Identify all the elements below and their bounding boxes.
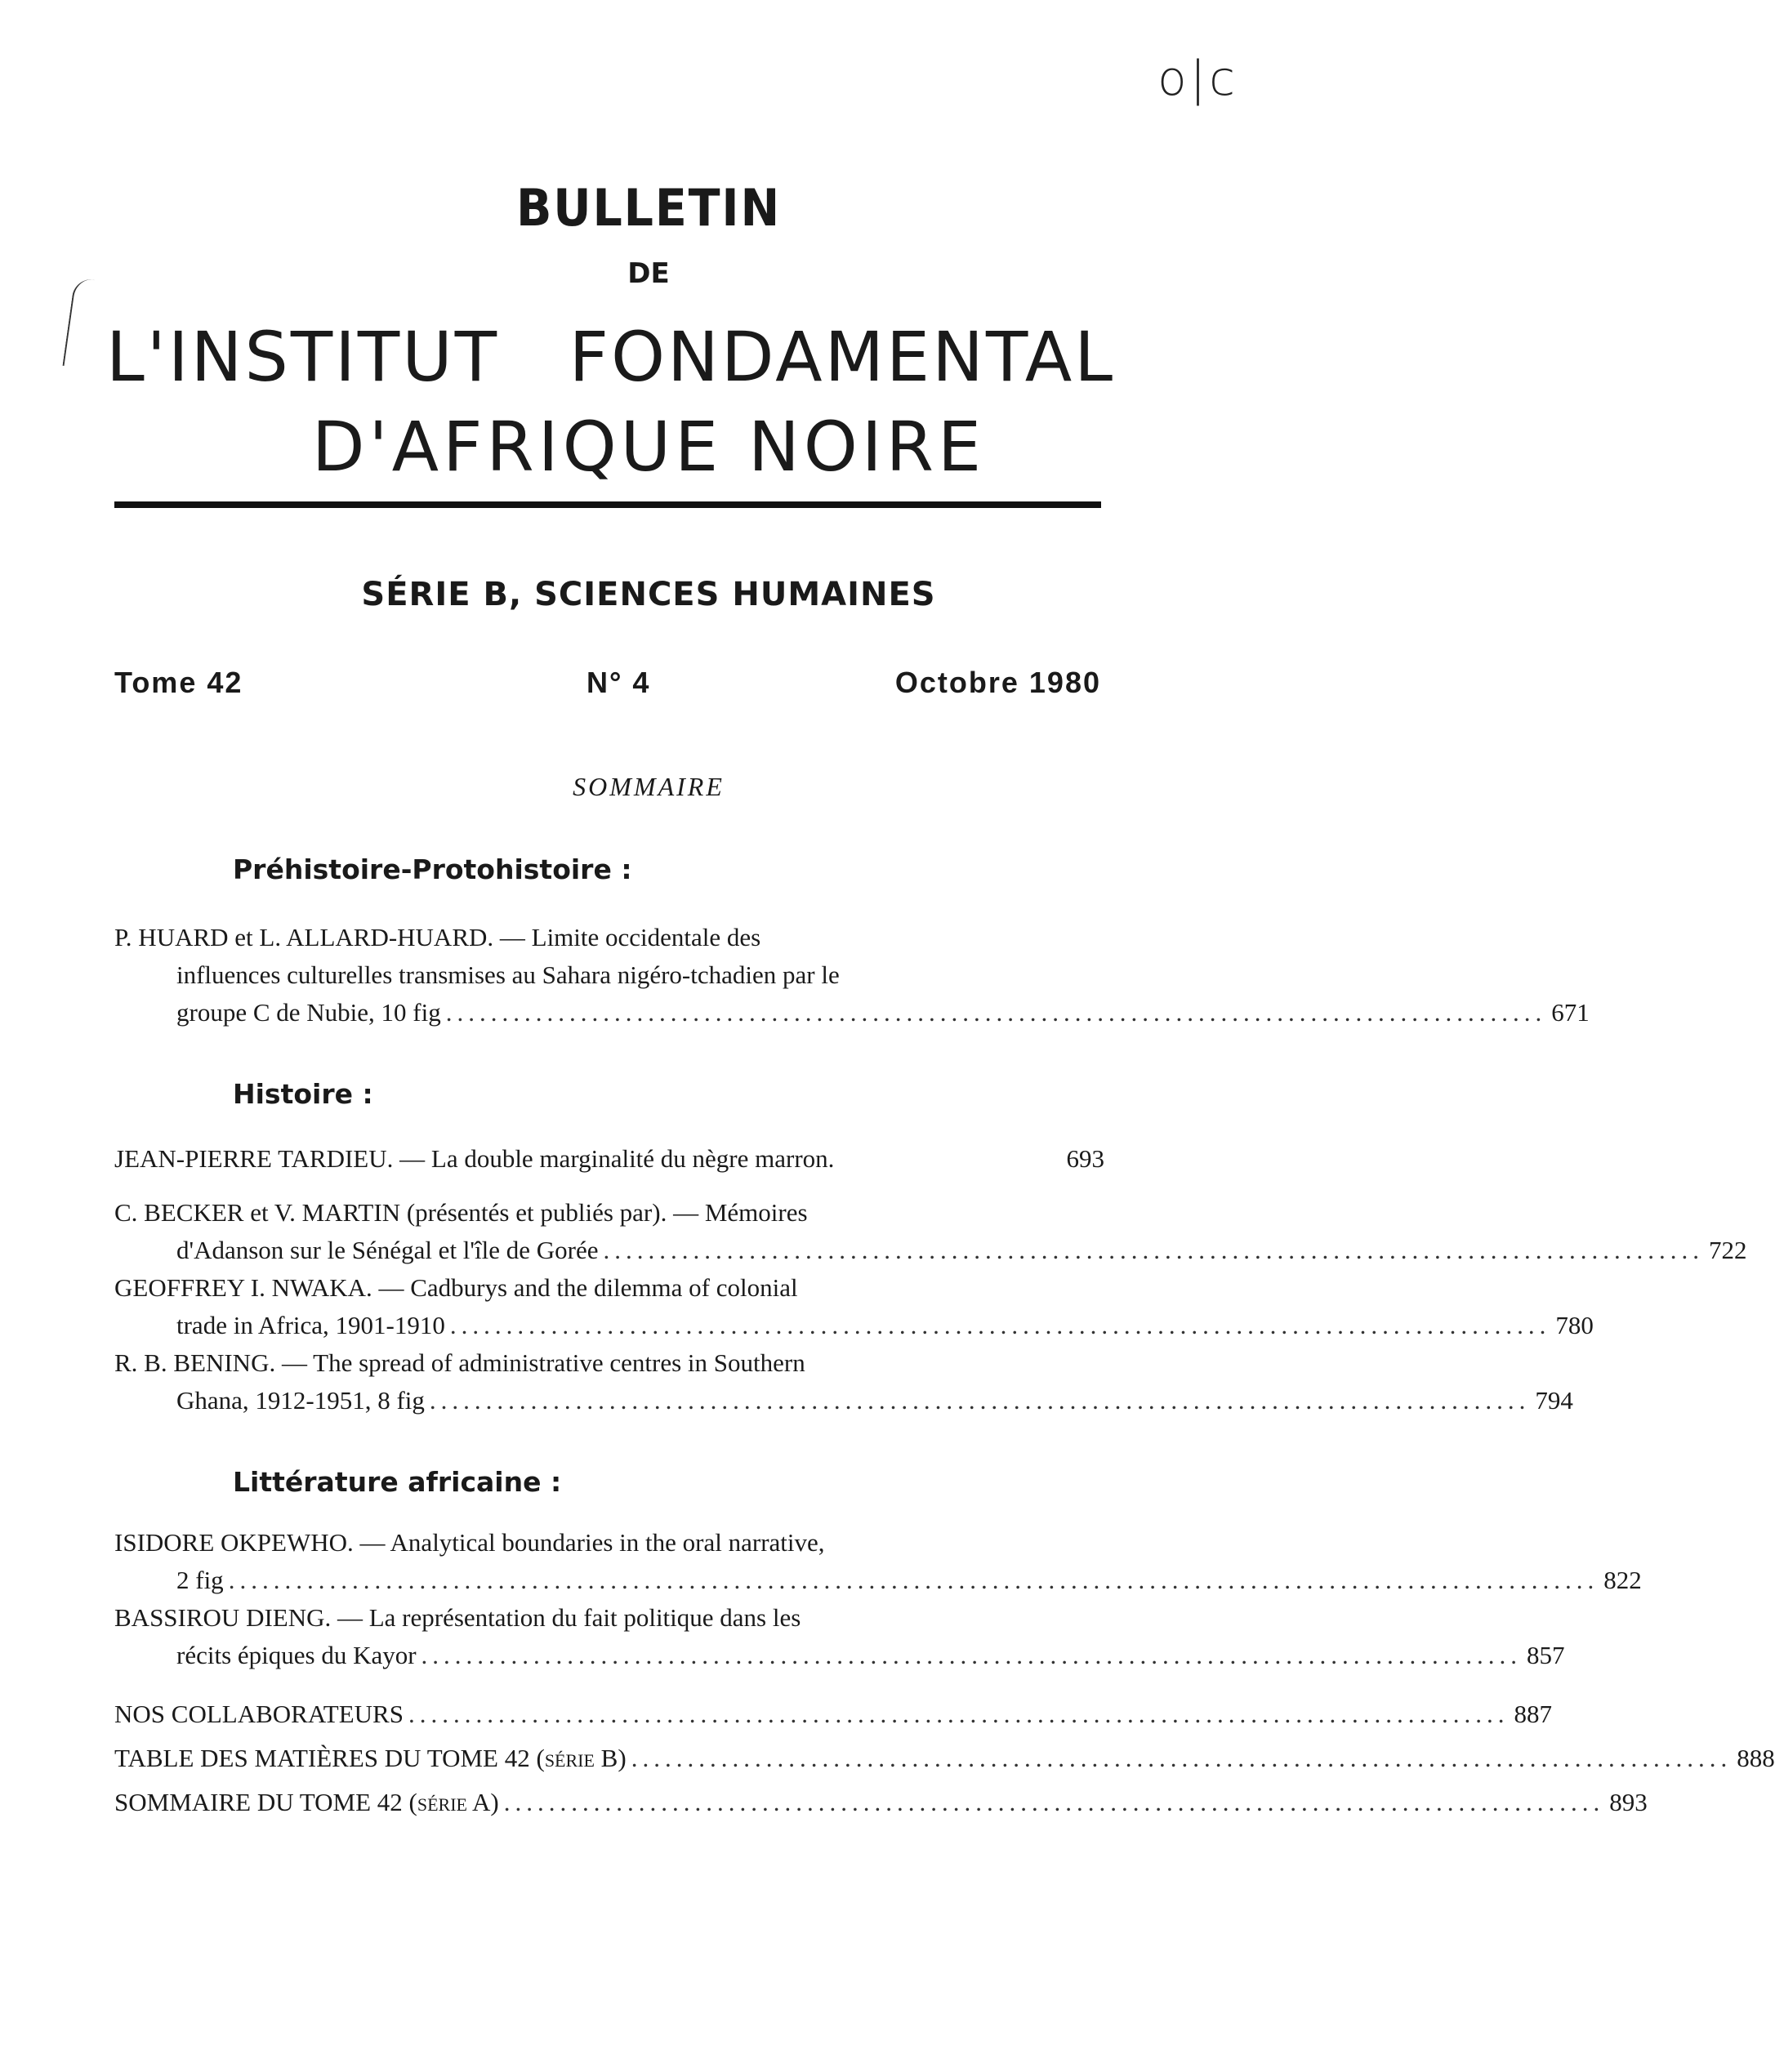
title-institut-right: FONDAMENTAL (569, 317, 1115, 397)
toc-entry-text: influences culturelles transmises au Sahara nigéro-tchadien par le (176, 960, 840, 989)
section-heading-litterature: Littérature africaine : (233, 1466, 562, 1498)
toc-entry-text: 2 fig (176, 1566, 224, 1594)
toc-entry-text: groupe C de Nubie, 10 fig (176, 998, 441, 1027)
toc-entry-text: SOMMAIRE DU TOME 42 (série A) (114, 1788, 499, 1816)
dot-leader: .................................................................................................. (631, 1744, 1733, 1772)
toc-entry (114, 1599, 1565, 1674)
title-institut (106, 317, 1115, 397)
toc-entry-last-line (114, 1232, 1747, 1269)
toc-entry-last-line (114, 1740, 1775, 1777)
section-heading-histoire: Histoire : (233, 1078, 373, 1110)
toc-entry-last-line (114, 1637, 1565, 1674)
toc-entry-text: TABLE DES MATIÈRES DU TOME 42 (série B) (114, 1744, 627, 1772)
title-institut-left: L'INSTITUT (106, 317, 500, 397)
toc-entry-text: C. BECKER et V. MARTIN (présentés et publiés par). — Mémoires (114, 1198, 808, 1227)
toc-entry (114, 1194, 1747, 1269)
toc-entry-collaborateurs (114, 1695, 1552, 1733)
handwritten-note: o|c (1157, 51, 1238, 106)
dot-leader: .................................................................................................. (445, 998, 1547, 1027)
toc-entry-text: BASSIROU DIENG. — La représentation du fait politique dans les (114, 1603, 801, 1632)
toc-page-number: 822 (1603, 1566, 1642, 1594)
title-bulletin: BULLETIN (515, 178, 782, 238)
toc-entry-last-line (114, 1784, 1648, 1821)
dot-leader: .................................................................................................. (503, 1788, 1605, 1816)
dot-leader: .................................................................................................. (408, 1700, 1510, 1728)
toc-entry-text: trade in Africa, 1901-1910 (176, 1311, 445, 1339)
series-heading: SÉRIE B, SCIENCES HUMAINES (361, 576, 936, 613)
toc-page-number: 857 (1527, 1641, 1565, 1669)
toc-entry-text: ISIDORE OKPEWHO. — Analytical boundaries in the oral narrative, (114, 1528, 825, 1557)
toc-entry-text: NOS COLLABORATEURS (114, 1700, 404, 1728)
section-heading-prehistoire: Préhistoire-Protohistoire : (233, 853, 632, 885)
toc-entry (114, 1269, 1594, 1344)
toc-entry-text: GEOFFREY I. NWAKA. — Cadburys and the dilemma of colonial (114, 1273, 798, 1302)
title-afrique-noire: D'AFRIQUE NOIRE (311, 407, 986, 487)
issue-number: N° 4 (586, 666, 651, 699)
toc-entry-text: R. B. BENING. — The spread of administrative centres in Southern (114, 1348, 805, 1377)
toc-entry-text: JEAN-PIERRE TARDIEU. — La double marginalité du nègre marron. (114, 1144, 835, 1173)
toc-entry-line (114, 956, 1104, 994)
toc-entry-sommaire-serie-a (114, 1784, 1648, 1821)
toc-entry-last-line (114, 1382, 1573, 1419)
toc-entry-text: récits épiques du Kayor (176, 1641, 417, 1669)
toc-entry-line (114, 1269, 1104, 1307)
toc-entry-line (114, 1344, 1104, 1382)
toc-entry-text: Ghana, 1912-1951, 8 fig (176, 1386, 425, 1415)
toc-page-number: 671 (1551, 998, 1590, 1027)
toc-entry-line (114, 1599, 1104, 1637)
sommaire-heading: SOMMAIRE (573, 772, 725, 801)
toc-entry-line (114, 1524, 1104, 1562)
toc-entry-line (114, 1194, 1104, 1232)
dot-leader: .......................................................................................................................... (228, 1566, 1599, 1594)
toc-page-number: 722 (1708, 1236, 1747, 1264)
toc-entry (114, 1524, 1642, 1599)
toc-page-number: 794 (1535, 1386, 1573, 1415)
toc-entry-last-line (114, 1695, 1552, 1733)
dot-leader: .................................................................................................. (449, 1311, 1551, 1339)
toc-page-number: 888 (1737, 1744, 1775, 1772)
toc-entry-last-line (114, 994, 1590, 1032)
dot-leader: .................................................................................................. (421, 1641, 1523, 1669)
toc-page-number: 780 (1555, 1311, 1594, 1339)
toc-entry (114, 1344, 1573, 1419)
toc-page-number: 887 (1514, 1700, 1552, 1728)
toc-page-number: 893 (1609, 1788, 1648, 1816)
toc-entry-last-line (114, 1140, 1104, 1178)
pencil-margin-mark (62, 277, 94, 368)
title-rule (114, 501, 1101, 508)
toc-page-number: 693 (1066, 1144, 1104, 1173)
toc-entry-text: P. HUARD et L. ALLARD-HUARD. — Limite occidentale des (114, 923, 761, 951)
toc-entry-text: d'Adanson sur le Sénégal et l'île de Gorée (176, 1236, 599, 1264)
title-de: DE (627, 257, 670, 290)
dot-leader: .................................................................................................. (429, 1386, 1531, 1415)
dot-leader: .................................................................................................. (603, 1236, 1704, 1264)
issue-tome: Tome 42 (114, 666, 243, 699)
toc-entry-table-matieres (114, 1740, 1775, 1777)
issue-date: Octobre 1980 (894, 666, 1101, 699)
toc-entry-line (114, 919, 1104, 956)
toc-entry-last-line (114, 1307, 1594, 1344)
toc-entry (114, 919, 1590, 1032)
toc-entry (114, 1140, 1104, 1178)
toc-entry-last-line (114, 1562, 1642, 1599)
